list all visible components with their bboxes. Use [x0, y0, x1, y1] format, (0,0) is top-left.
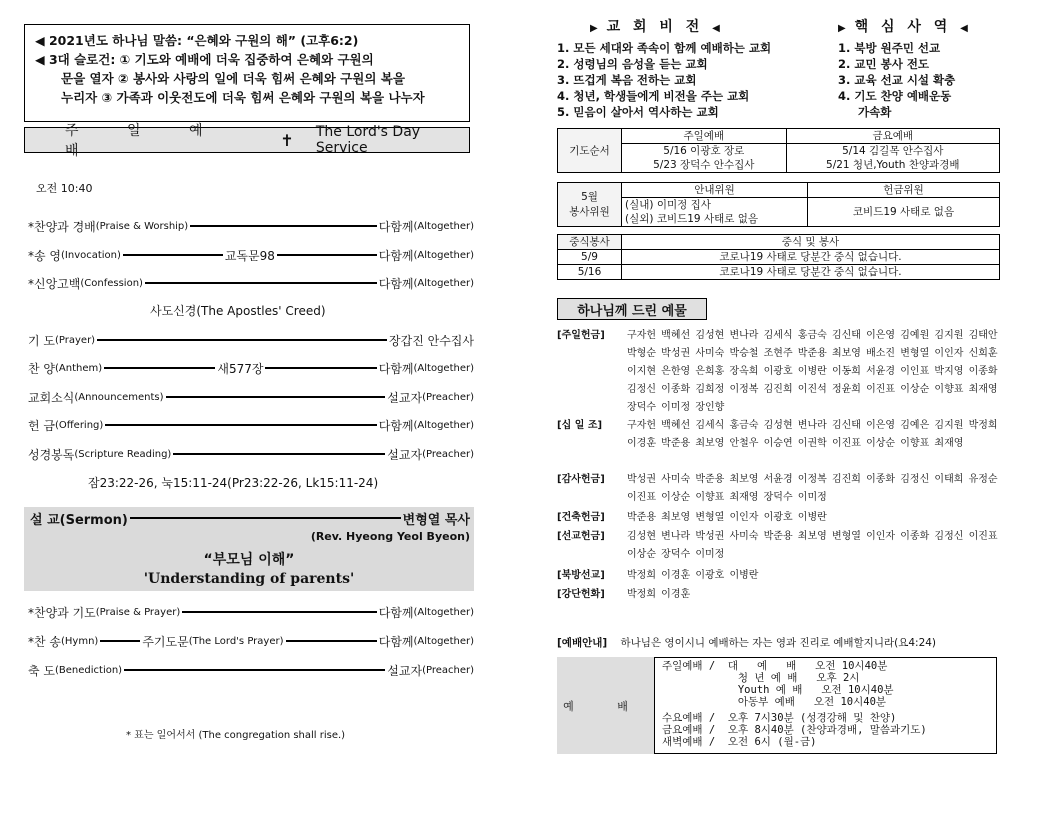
leader-line [182, 611, 376, 613]
service-title-ko: 주 일 예 배 [65, 123, 225, 159]
schedule-line: 수요예배 / 오후 7시30분 (성경강해 및 찬양) [662, 712, 897, 724]
lunch-text: 코로나19 사태로 당분간 중식 없습니다. [622, 250, 1000, 265]
schedule-line: Youth 예 배 오전 10시40분 [662, 684, 894, 696]
sermon-title-ko: “부모님 이해” [203, 552, 295, 568]
core-item: 1. 북방 원주민 선교 [838, 41, 941, 55]
offering-category: [감사헌금] [557, 474, 605, 485]
order-leader-en: (Altogether) [413, 220, 474, 232]
order-leader-en: (Altogether) [413, 606, 474, 618]
prayer-col1-head: 주일예배 [622, 129, 787, 144]
order-leader: 다함께 [378, 276, 414, 291]
volunteer-guide-indoor: (실내) 이미정 집사 [625, 199, 711, 211]
leader-line [100, 640, 140, 642]
worship-notice [557, 635, 936, 650]
volunteer-label-text: 봉사위원 [569, 205, 610, 218]
lunch-service-table [557, 234, 1000, 280]
theme-line-1: ◀ 2021년도 하나님 말씀: “은혜와 구원의 해” (고후6:2) [35, 33, 359, 48]
order-leader-en: (Preacher) [422, 448, 474, 460]
order-label: 헌 금 [28, 418, 55, 433]
core-item: 4. 기도 찬양 예배운동 [838, 89, 952, 103]
order-leader: 설교자 [387, 663, 423, 678]
service-title-bar [24, 123, 470, 159]
apostles-creed: 사도신경(The Apostles' Creed) [150, 304, 326, 318]
core-heading [838, 16, 968, 36]
vision-list [557, 40, 771, 120]
offering-row-thanks [557, 471, 1001, 507]
prayer-label: 기도순서 [558, 129, 622, 173]
sermon-row [30, 507, 470, 529]
offering-category: [선교헌금] [557, 531, 605, 542]
lunch-col2-head: 중식 및 봉사 [622, 235, 1000, 250]
order-leader: 다함께 [378, 219, 414, 234]
vision-item: 1. 모든 세대와 족속이 함께 예배하는 교회 [557, 41, 772, 55]
order-leader: 다함께 [378, 634, 414, 649]
theme-line-3: 문을 열자 ② 봉사와 사랑의 일에 더욱 힘써 은혜와 구원의 복을 [61, 71, 405, 86]
order-mid: 주기도문 [142, 634, 189, 649]
sermon-preacher: 변형열 목사 [402, 512, 470, 528]
triangle-left-icon: ◀ [960, 23, 968, 34]
offering-header: 하나님께 드린 예물 [557, 298, 707, 320]
cross-icon: ✝ [280, 130, 294, 150]
order-label-en: (Hymn) [61, 635, 99, 647]
order-mid-en: (The Lord's Prayer) [188, 635, 284, 647]
order-item-praise-worship [28, 215, 474, 237]
leader-line [124, 669, 385, 671]
leader-line [277, 254, 377, 256]
order-item-prayer [28, 329, 474, 351]
theme-line-2: ◀ 3대 슬로건: ① 기도와 예배에 더욱 집중하여 은혜와 구원의 [35, 52, 374, 67]
volunteer-table [557, 182, 1000, 227]
volunteer-label [558, 183, 622, 227]
vision-item: 4. 청년, 학생들에게 비전을 주는 교회 [557, 89, 750, 103]
triangle-right-icon: ▶ [838, 23, 846, 34]
offering-names: 구자헌 백혜선 김세식 홍금숙 김성현 변나라 김신태 이은영 김예은 김지원 박정희 이경훈 박준용 최보영 안철우 이승연 이권학 이진표 이상순 이향표 최재영 [627, 420, 998, 449]
order-leader: 다함께 [378, 418, 414, 433]
vision-title: 교 회 비 전 [606, 19, 704, 35]
order-label-en: (Praise & Worship) [95, 220, 189, 232]
service-title-en: The Lord's Day Service [315, 124, 421, 156]
leader-line [104, 367, 215, 369]
schedule-line: 새벽예배 / 오전 6시 (월-금) [662, 736, 817, 748]
volunteer-guides [622, 198, 808, 227]
offering-names: 김성현 변나라 박성권 사미숙 박준용 최보영 변형열 이인자 이종화 김정신 이진표 이상순 장덕수 이미정 [627, 531, 998, 560]
order-item-invocation [28, 244, 474, 266]
order-leader-en: (Altogether) [413, 635, 474, 647]
offering-names: 박준용 최보영 변형열 이인자 이광호 이병란 [627, 512, 827, 523]
order-label: *찬 송 [28, 634, 61, 649]
vision-item: 5. 믿음이 살아서 역사하는 교회 [557, 105, 719, 119]
theme-line-4: 누리자 ③ 가족과 이웃전도에 더욱 힘써 은혜와 구원의 복을 나누자 [61, 90, 425, 105]
vision-heading [590, 16, 720, 36]
sermon-preacher-en: (Rev. Hyeong Yeol Byeon) [310, 530, 470, 543]
order-label: *송 영 [28, 248, 61, 263]
sermon-label: 설 교(Sermon) [30, 512, 128, 528]
offering-category: [북방선교] [557, 570, 605, 581]
lunch-date: 5/9 [558, 250, 622, 265]
leader-line [166, 396, 386, 398]
order-mid: 새577장 [217, 361, 264, 376]
leader-line [190, 225, 377, 227]
volunteer-guide-outdoor: (실외) 코비드19 사태로 없음 [625, 213, 758, 225]
core-item: 3. 교육 선교 시설 확충 [838, 73, 956, 87]
order-label: 기 도 [28, 333, 55, 348]
order-label-en: (Announcements) [74, 391, 164, 403]
core-item: 2. 교민 봉사 전도 [838, 57, 930, 71]
prayer-sunday-2: 5/23 장덕수 안수집사 [622, 158, 787, 173]
offering-category: [주일헌금] [557, 330, 605, 341]
lunch-date: 5/16 [558, 265, 622, 280]
offering-category: [강단헌화] [557, 589, 605, 600]
schedule-line: 금요예배 / 오후 8시40분 (찬양과경배, 말씀과기도) [662, 724, 927, 736]
order-leader: 설교자 [387, 447, 423, 462]
leader-line [173, 453, 385, 455]
core-item: 가속화 [838, 105, 892, 119]
sermon-title-en: 'Understanding of parents' [143, 571, 355, 587]
order-label: 성경봉독 [28, 447, 75, 462]
leader-line [145, 282, 377, 284]
vision-item: 3. 뜨겁게 복음 전하는 교회 [557, 73, 697, 87]
order-leader-en: (Altogether) [413, 419, 474, 431]
leader-line [265, 367, 376, 369]
core-title: 핵 심 사 역 [854, 19, 952, 35]
order-leader: 다함께 [378, 361, 414, 376]
order-leader-en: (Preacher) [422, 391, 474, 403]
order-leader: 다함께 [378, 248, 414, 263]
leader-line [123, 254, 223, 256]
order-label-en: (Anthem) [55, 362, 103, 374]
prayer-sunday-1: 5/16 이광호 장로 [622, 144, 787, 159]
offering-row-building [557, 509, 1001, 527]
order-leader: 장갑진 안수집사 [389, 333, 474, 348]
vision-item: 2. 성령님의 음성을 듣는 교회 [557, 57, 708, 71]
offering-row-mission [557, 528, 1001, 564]
order-label: 교회소식 [28, 390, 75, 405]
worship-notice-text: 하나님은 영이시니 예배하는 자는 영과 진리로 예배할지니라(요4:24) [620, 637, 937, 649]
offering-row-sunday [557, 327, 1001, 417]
offering-row-north-mission [557, 567, 1001, 585]
volunteer-offering: 코비드19 사태로 없음 [808, 198, 1000, 227]
order-label-en: (Offering) [55, 419, 104, 431]
prayer-col2-head: 금요예배 [786, 129, 999, 144]
order-item-anthem [28, 357, 474, 379]
order-leader-en: (Altogether) [413, 362, 474, 374]
volunteer-col2-head: 헌금위원 [808, 183, 1000, 198]
lunch-text: 코로나19 사태로 당분간 중식 없습니다. [622, 265, 1000, 280]
order-leader: 설교자 [387, 390, 423, 405]
order-item-announcements [28, 386, 474, 408]
prayer-friday-1: 5/14 김길목 안수집사 [786, 144, 999, 159]
prayer-friday-2: 5/21 청년,Youth 찬양과경배 [786, 158, 999, 173]
order-leader-en: (Altogether) [413, 249, 475, 261]
prayer-order-table [557, 128, 1000, 173]
order-item-offering [28, 414, 474, 436]
leader-line [105, 424, 376, 426]
order-label: *찬양과 경배 [28, 219, 96, 234]
theme-box [24, 24, 470, 122]
offering-names: 박정희 이경훈 이광호 이병란 [627, 570, 759, 581]
worship-schedule-label: 예 배 [557, 657, 655, 754]
schedule-line: 아동부 예배 오전 10시40분 [662, 696, 887, 708]
order-leader: 다함께 [378, 605, 414, 620]
scripture-reference: 잠23:22-26, 눅15:11-24(Pr23:22-26, Lk15:11-24) [88, 476, 379, 490]
lunch-col1-head: 중식봉사 [558, 235, 622, 250]
order-mid: 교독문98 [224, 248, 275, 263]
order-leader-en: (Preacher) [422, 664, 474, 676]
leader-line [97, 339, 387, 341]
core-list [838, 40, 955, 120]
order-leader-en: (Altogether) [413, 277, 474, 289]
stand-note: * 표는 일어서서 (The congregation shall rise.) [126, 730, 346, 741]
order-label-en: (Confession) [80, 277, 143, 289]
triangle-left-icon: ◀ [712, 23, 720, 34]
offering-category: [십 일 조] [557, 420, 603, 431]
order-item-scripture [28, 443, 474, 465]
offering-row-tithe [557, 417, 1001, 453]
order-label-en: (Scripture Reading) [74, 448, 172, 460]
leader-line [130, 517, 401, 519]
order-label-en: (Benediction) [55, 664, 123, 676]
offering-row-altar-flowers [557, 586, 1001, 604]
service-time: 오전 10:40 [36, 182, 93, 195]
worship-notice-label: [예배안내] [557, 637, 608, 649]
leader-line [286, 640, 377, 642]
order-label: 찬 양 [28, 361, 55, 376]
order-item-praise-prayer [28, 601, 474, 623]
order-label: 축 도 [28, 663, 55, 678]
schedule-line: 청 년 예 배 오후 2시 [662, 672, 860, 684]
schedule-line: 주일예배 / 대 예 배 오전 10시40분 [662, 660, 888, 672]
order-item-benediction [28, 659, 474, 681]
volunteer-label-month: 5월 [581, 190, 598, 203]
order-label-en: (Prayer) [55, 334, 96, 346]
offering-category: [건축헌금] [557, 512, 605, 523]
order-label-en: (Invocation) [61, 249, 121, 261]
order-label: *신앙고백 [28, 276, 81, 291]
order-item-hymn [28, 630, 474, 652]
triangle-right-icon: ▶ [590, 23, 598, 34]
order-label-en: (Praise & Prayer) [95, 606, 181, 618]
volunteer-col1-head: 안내위원 [622, 183, 808, 198]
offering-names: 박성권 사미숙 박준용 최보영 서윤경 이정복 김진희 이종화 김정신 이태희 유정순 이진표 이상순 이향표 최재영 장덕수 이미정 [627, 474, 998, 503]
offering-names: 박정희 이경훈 [627, 589, 691, 600]
offering-names: 구자헌 백혜선 김성현 변나라 김세식 홍금숙 김신태 이은영 김예원 김지원 김태안 박형순 박성권 사미숙 박승철 조현주 박준용 최보영 배소진 변형열 이인자 신희훈 이지현 은한영 은희홍 장옥희 이광호 이병란 이동희 서윤경 이인표 박지영 이종화 김정신 이종화 김희정 이정복 김진희 이진석 정윤희 이진표 이상순 이향표 최재영 장덕수 이미정 장인향 [627, 330, 998, 413]
order-item-confession [28, 272, 474, 294]
order-label: *찬양과 기도 [28, 605, 96, 620]
